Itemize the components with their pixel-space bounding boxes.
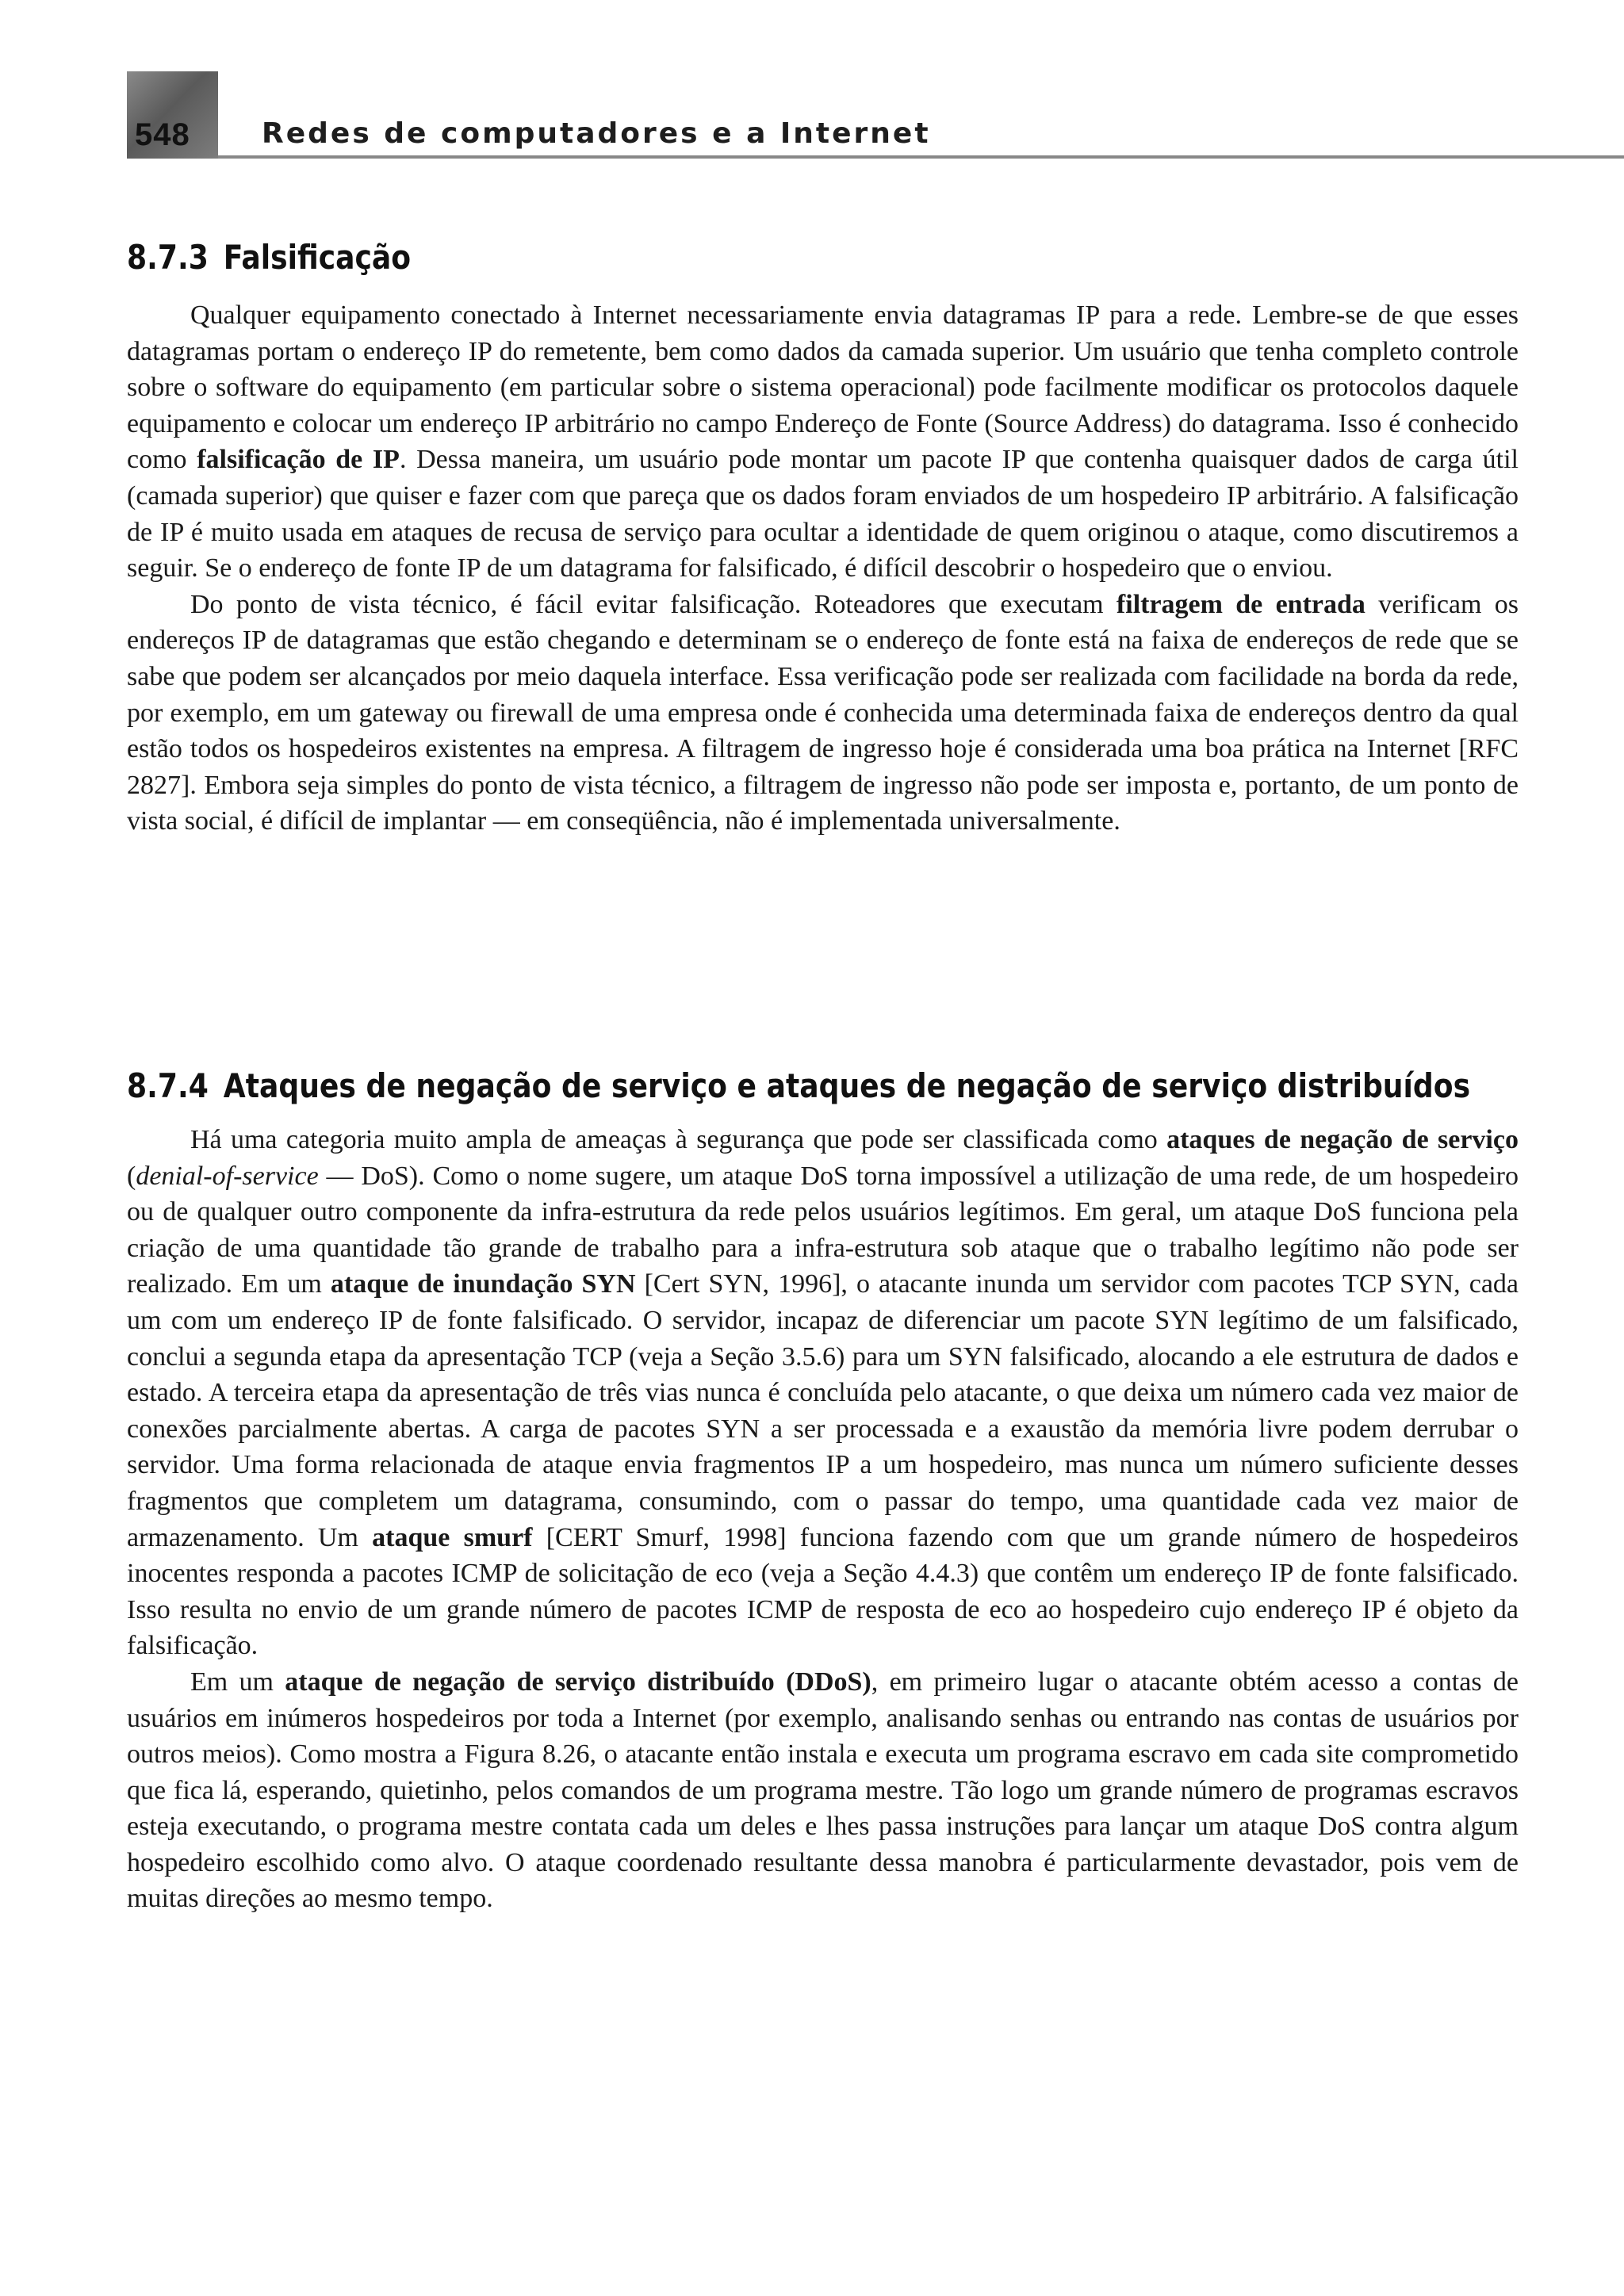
text-run: verificam os endereços IP de datagramas que estão chegando e determinam se o endereço de fonte está na faixa de endereços de rede que se sabe que podem ser alcançados por meio daquela interface. Essa verificação pode ser realizada com facilidade na borda da rede, por exemplo, em um gateway ou firewall de uma empresa onde é conhecida uma determinada faixa de endereços dentro da qual estão todos os hospedeiros existentes na empresa. A filtragem de ingresso hoje é considerada uma boa prática na Internet [RFC 2827]. Embora seja simples do ponto de vista técnico, a filtragem de ingresso não pode ser imposta e, portanto, de um ponto de vista social, é difícil de implantar — em conseqüência, não é implementada universalmente.	[127, 589, 1519, 836]
section-heading-8-7-3	[127, 238, 411, 277]
section-title-text: Falsificação	[223, 238, 412, 277]
text-run: (	[127, 1161, 136, 1191]
paragraph	[127, 1122, 1519, 1664]
text-run: [CERT Smurf, 1998] funciona fazendo com que um grande número de hospedeiros inocentes responda a pacotes ICMP de solicitação de eco (veja a Seção 4.4.3) que contêm um endereço IP de fonte falsificado. Isso resulta no envio de um grande número de pacotes ICMP de resposta de eco ao hospedeiro cujo endereço IP é objeto da falsificação.	[127, 1522, 1519, 1661]
section-number: 8.7.3	[127, 238, 209, 277]
paragraph	[127, 587, 1519, 840]
page-number-box	[127, 71, 218, 159]
section-8-7-3-body	[127, 297, 1519, 840]
paragraph	[127, 297, 1519, 587]
section-title-text: Ataques de negação de serviço e ataques de negação de serviço distribuídos	[223, 1066, 1471, 1105]
header-rule	[218, 155, 1624, 159]
text-run: Em um	[190, 1667, 285, 1697]
bold-term: ataque de inundação SYN	[330, 1269, 636, 1299]
bold-term: ataque smurf	[372, 1522, 533, 1552]
italic-term: denial-of-service	[136, 1161, 319, 1191]
running-head: Redes de computadores e a Internet	[262, 117, 931, 150]
section-8-7-4-body	[127, 1122, 1519, 1917]
text-run: . Dessa maneira, um usuário pode montar um pacote IP que contenha quaisquer dados de carga útil (camada superior) que quiser e fazer com que pareça que os dados foram enviados de um hospedeiro IP arbitrário. A falsificação de IP é muito usada em ataques de recusa de serviço para ocultar a identidade de quem originou o ataque, como discutiremos a seguir. Se o endereço de fonte IP de um datagrama for falsificado, é difícil descobrir o hospedeiro que o enviou.	[127, 445, 1519, 584]
bold-term: filtragem de entrada	[1116, 589, 1365, 619]
page-number: 548	[135, 117, 190, 152]
section-heading-8-7-4	[127, 1066, 1470, 1105]
page-header	[127, 71, 1624, 159]
bold-term: falsificação de IP	[197, 445, 400, 475]
bold-term: ataque de negação de serviço distribuído (DDoS)	[285, 1667, 871, 1697]
paragraph	[127, 1664, 1519, 1917]
section-number: 8.7.4	[127, 1066, 209, 1105]
text-run: , em primeiro lugar o atacante obtém acesso a contas de usuários em inúmeros hospedeiros por toda a Internet (por exemplo, analisando senhas ou entrando nas contas de usuários por outros meios). Como mostra a Figura 8.26, o atacante então instala e executa um programa escravo em cada site comprometido que fica lá, esperando, quietinho, pelos comandos de um programa mestre. Tão logo um grande número de programas escravos esteja executando, o programa mestre contata cada um deles e lhes passa instruções para lançar um ataque DoS contra algum hospedeiro escolhido como alvo. O ataque coordenado resultante dessa manobra é particularmente devastador, pois vem de muitas direções ao mesmo tempo.	[127, 1667, 1519, 1914]
text-run: — DoS). Como o nome sugere, um ataque DoS torna impossível a utilização de uma rede, de um hospedeiro ou de qualquer outro componente da infra-estrutura da rede pelos usuários legítimos. Em geral, um ataque DoS funciona pela criação de uma quantidade tão grande de trabalho para a infra-estrutura sob ataque que o trabalho legítimo não pode ser realizado. Em um	[127, 1161, 1519, 1299]
bold-term: ataques de negação de serviço	[1166, 1125, 1519, 1154]
text-run: [Cert SYN, 1996], o atacante inunda um servidor com pacotes TCP SYN, cada um com um endereço IP de fonte falsificado. O servidor, incapaz de diferenciar um pacote SYN legítimo de um falsificado, conclui a segunda etapa da apresentação TCP (veja a Seção 3.5.6) para um SYN falsificado, alocando a ele estrutura de dados e estado. A terceira etapa da apresentação de três vias nunca é concluída pelo atacante, o que deixa um número cada vez maior de conexões parcialmente abertas. A carga de pacotes SYN a ser processada e a exaustão da memória livre podem derrubar o servidor. Uma forma relacionada de ataque envia fragmentos IP a um hospedeiro, mas nunca um número suficiente desses fragmentos que completem um datagrama, consumindo, com o passar do tempo, uma quantidade cada vez maior de armazenamento. Um	[127, 1269, 1519, 1552]
text-run: Qualquer equipamento conectado à Internet necessariamente envia datagramas IP para a rede. Lembre-se de que esses datagramas portam o endereço IP do remetente, bem como dados da camada superior. Um usuário que tenha completo controle sobre o software do equipamento (em particular sobre o sistema operacional) pode facilmente modificar os protocolos daquele equipamento e colocar um endereço IP arbitrário no campo Endereço de Fonte (Source Address) do datagrama. Isso é conhecido como	[127, 300, 1519, 475]
text-run: Há uma categoria muito ampla de ameaças à segurança que pode ser classificada como	[190, 1125, 1167, 1154]
text-run: Do ponto de vista técnico, é fácil evitar falsificação. Roteadores que executam	[190, 589, 1116, 619]
